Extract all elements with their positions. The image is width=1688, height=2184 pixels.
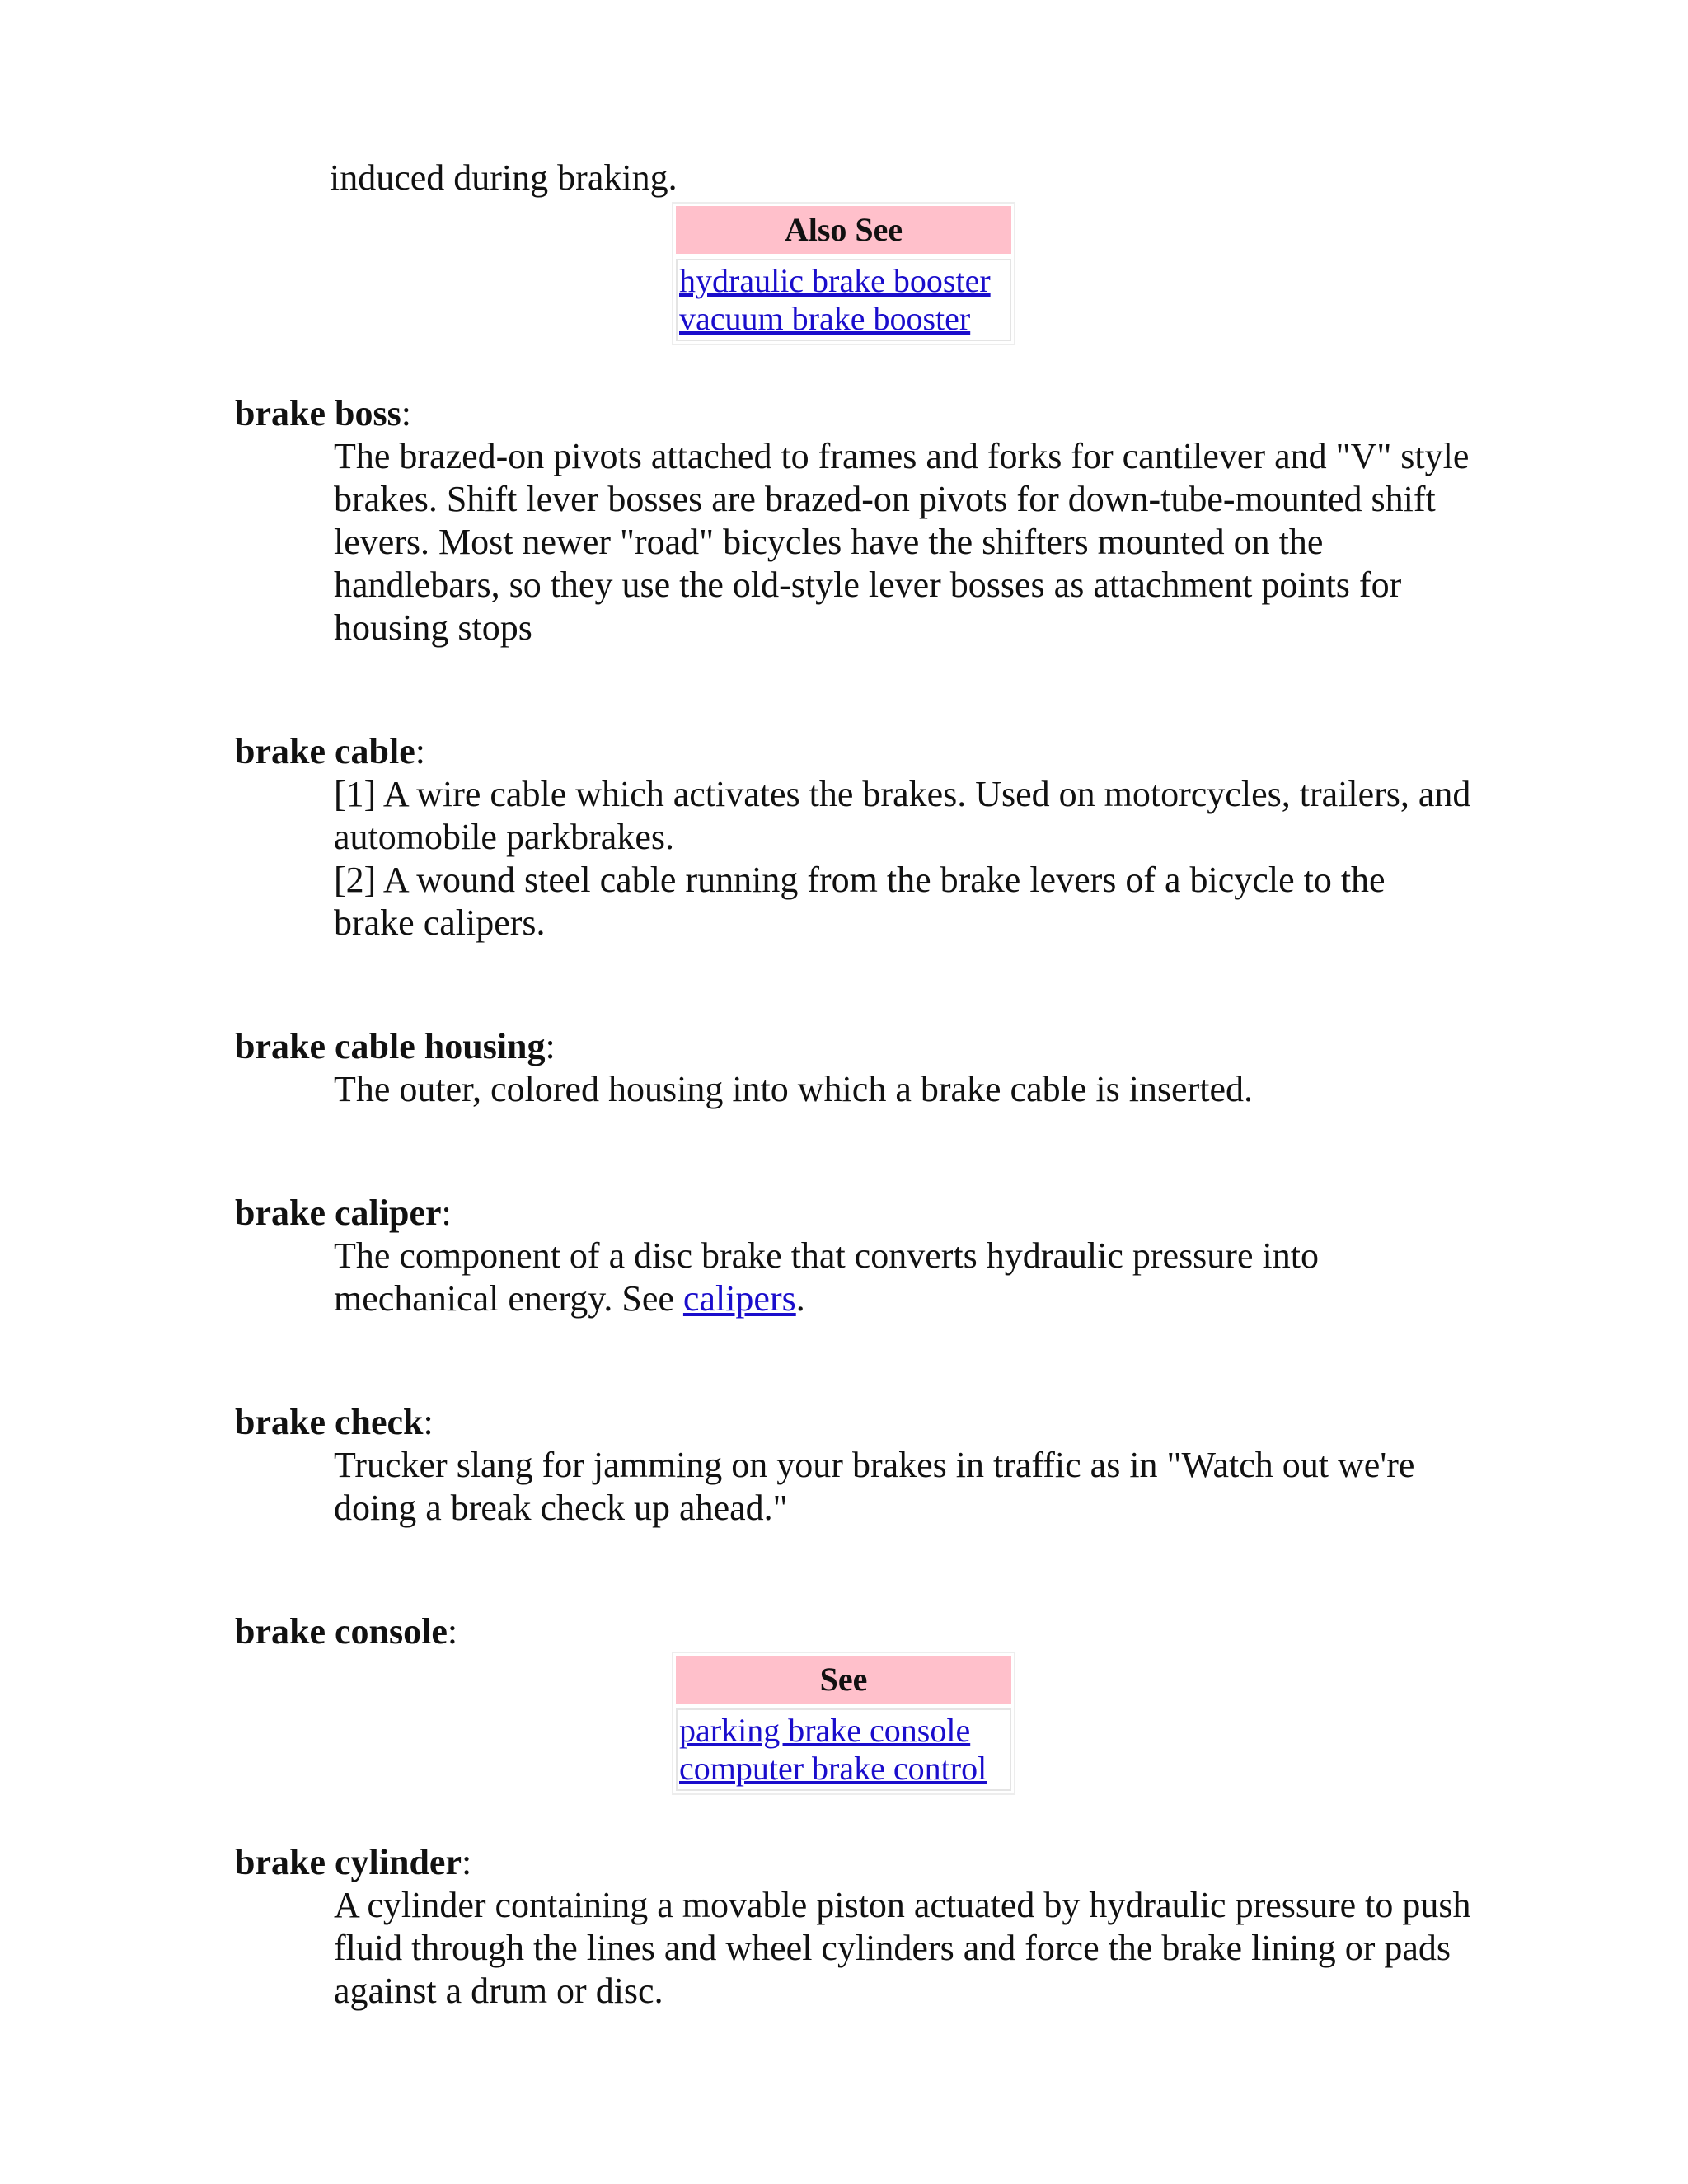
term-brake-caliper — [235, 1192, 452, 1235]
term-brake-boss — [235, 392, 411, 435]
definition-brake-cable — [334, 773, 1471, 944]
term-brake-check — [235, 1401, 434, 1444]
term-label: brake cable — [235, 731, 415, 771]
definition-text: A cylinder containing a movable piston actuated by hydraulic pressure to push fluid through the lines and wheel cylinders and force the brake lining or pads against a drum or disc. — [334, 1885, 1471, 2011]
definition-brake-cable-housing — [334, 1068, 1471, 1111]
term-label: brake boss — [235, 393, 401, 434]
intro-text: induced during braking. — [330, 157, 678, 198]
link-parking-brake-console[interactable]: parking brake console — [679, 1712, 971, 1749]
link-vacuum-brake-booster[interactable]: vacuum brake booster — [679, 300, 971, 337]
term-colon: : — [401, 393, 411, 434]
term-colon: : — [415, 731, 425, 771]
definition-text: The outer, colored housing into which a brake cable is inserted. — [334, 1069, 1253, 1109]
see-links — [676, 1708, 1011, 1791]
term-colon: : — [447, 1611, 458, 1652]
definition-text — [334, 1235, 1471, 1320]
term-label: brake console — [235, 1611, 448, 1652]
definition-brake-cylinder — [334, 1884, 1471, 2013]
link-hydraulic-brake-booster[interactable]: hydraulic brake booster — [679, 262, 991, 299]
also-see-box — [672, 202, 1015, 345]
term-colon: : — [545, 1026, 556, 1066]
term-colon: : — [441, 1193, 452, 1233]
term-colon: : — [461, 1842, 472, 1882]
definition-text-end: . — [795, 1278, 805, 1319]
definition-text-2: [2] A wound steel cable running from the brake levers of a bicycle to the brake calipers. — [334, 860, 1386, 943]
also-see-title: Also See — [676, 206, 1011, 254]
definition-brake-caliper — [334, 1235, 1471, 1320]
definition-text-1: [1] A wire cable which activates the brakes. Used on motorcycles, trailers, and automobile parkbrakes. — [334, 774, 1471, 857]
term-label: brake cable housing — [235, 1026, 546, 1066]
link-calipers[interactable]: calipers — [682, 1278, 796, 1319]
definition-text: The brazed-on pivots attached to frames and forks for cantilever and "V" style brakes. Shift lever bosses are brazed-on pivots for down-tube-mounted shift levers. Most newer "road" bicycles have the shifters mounted on the handlebars, so they use the old-style lever bosses as attachment points for housing stops — [334, 436, 1470, 648]
definition-text: Trucker slang for jamming on your brakes in traffic as in "Watch out we're doing a break check up ahead." — [334, 1445, 1415, 1528]
definition-brake-check — [334, 1444, 1471, 1530]
term-brake-cylinder — [235, 1841, 471, 1884]
term-label: brake cylinder — [235, 1842, 462, 1882]
term-brake-cable — [235, 730, 425, 773]
definition-brake-boss — [334, 435, 1471, 649]
also-see-links — [676, 259, 1011, 341]
definition-text-start: The component of a disc brake that converts hydraulic pressure into mechanical energy. See — [334, 1235, 1319, 1319]
link-computer-brake-control[interactable]: computer brake control — [679, 1750, 987, 1787]
see-box — [672, 1652, 1015, 1795]
term-colon: : — [423, 1402, 434, 1442]
term-label: brake caliper — [235, 1193, 442, 1233]
term-brake-cable-housing — [235, 1025, 556, 1068]
term-brake-console — [235, 1610, 457, 1653]
see-title: See — [676, 1656, 1011, 1704]
term-label: brake check — [235, 1402, 424, 1442]
